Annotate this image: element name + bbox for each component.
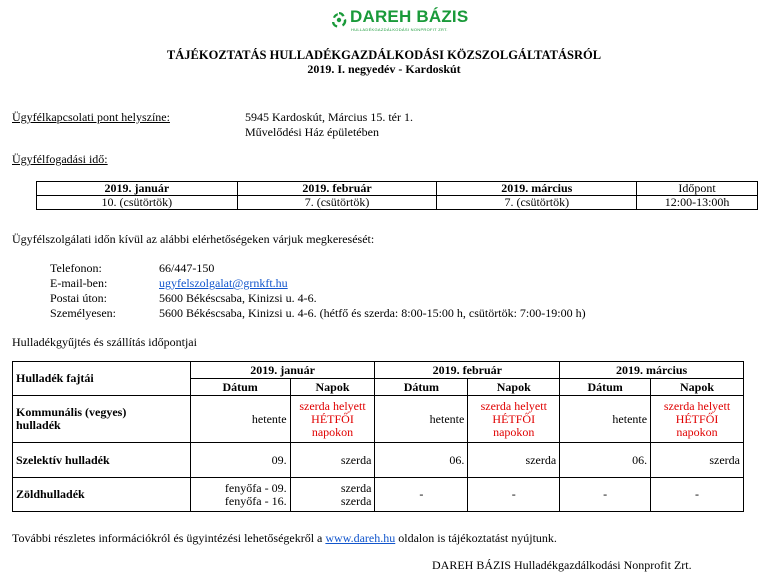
date-header: Dátum bbox=[560, 379, 651, 396]
collection-month-mar: 2019. március bbox=[560, 362, 744, 379]
days-note-line: HÉTFŐI bbox=[311, 411, 354, 426]
selective-date-jan: 09. bbox=[190, 443, 290, 478]
municipal-days-mar bbox=[651, 396, 744, 443]
collection-month-row bbox=[13, 362, 744, 379]
contact-post: 5600 Békéscsaba, Kinizsi u. 4-6. bbox=[159, 291, 317, 305]
month-header-feb: 2019. február bbox=[237, 182, 437, 196]
time-header: Időpont bbox=[637, 182, 758, 196]
green-day-mar: - bbox=[651, 478, 744, 512]
date-header: Dátum bbox=[190, 379, 290, 396]
table-row bbox=[13, 443, 744, 478]
green-day-line: szerda bbox=[340, 480, 372, 495]
month-header-jan: 2019. január bbox=[37, 182, 238, 196]
selective-day-feb: szerda bbox=[468, 443, 560, 478]
month-header-mar: 2019. március bbox=[437, 182, 637, 196]
municipal-date-feb: hetente bbox=[375, 396, 468, 443]
company-name: DAREH BÁZIS Hulladékgazdálkodási Nonprofit Zrt. bbox=[432, 558, 692, 572]
contact-phone: 66/447-150 bbox=[159, 261, 215, 275]
days-note-line: szerda helyett bbox=[663, 398, 731, 413]
more-info-text bbox=[12, 531, 557, 546]
green-day-feb: - bbox=[468, 478, 560, 512]
collection-table bbox=[12, 361, 744, 512]
waste-type-line: Kommunális (vegyes) bbox=[16, 405, 127, 419]
waste-type-line: hulladék bbox=[16, 418, 61, 432]
contact-point-address-1: 5945 Kardoskút, Március 15. tér 1. bbox=[245, 110, 413, 124]
collection-heading: Hulladékgyűjtés és szállítás időpontjai bbox=[12, 335, 197, 349]
green-days-jan bbox=[290, 478, 375, 512]
green-day-line: szerda bbox=[340, 493, 372, 508]
document-subtitle: 2019. I. negyedév - Kardoskút bbox=[307, 62, 461, 76]
contact-label-post: Postai úton: bbox=[50, 291, 108, 305]
days-note-line: szerda helyett bbox=[299, 398, 366, 413]
more-info-after: oldalon is tájékoztatást nyújtunk. bbox=[395, 531, 557, 545]
days-header: Napok bbox=[468, 379, 560, 396]
office-hours-header-row bbox=[37, 182, 758, 196]
selective-date-feb: 06. bbox=[375, 443, 468, 478]
recycle-logo-icon bbox=[329, 10, 349, 30]
days-note-line: szerda helyett bbox=[480, 398, 547, 413]
days-note-line: HÉTFŐI bbox=[492, 411, 536, 426]
logo-text: DAREH BÁZIS bbox=[350, 7, 469, 26]
contact-label-email: E-mail-ben: bbox=[50, 276, 108, 290]
document-title: TÁJÉKOZTATÁS HULLADÉKGAZDÁLKODÁSI KÖZSZOLGÁLTATÁSRÓL bbox=[166, 48, 602, 62]
selective-day-jan: szerda bbox=[290, 443, 375, 478]
days-note-line: napokon bbox=[311, 424, 354, 439]
contact-point-label: Ügyfélkapcsolati pont helyszíne: bbox=[12, 110, 170, 124]
office-hours-label: Ügyfélfogadási idő: bbox=[12, 152, 108, 166]
green-date-line: fenyőfa - 09. bbox=[224, 480, 287, 495]
waste-type-header: Hulladék fajtái bbox=[13, 362, 191, 396]
green-date-mar: - bbox=[560, 478, 651, 512]
green-dates-jan bbox=[190, 478, 290, 512]
office-day-jan: 10. (csütörtök) bbox=[37, 196, 238, 210]
more-info-before: További részletes információkról és ügyintézési lehetőségekről a bbox=[12, 531, 326, 545]
company-logo bbox=[329, 7, 479, 33]
municipal-days-feb bbox=[468, 396, 560, 443]
selective-day-mar: szerda bbox=[651, 443, 744, 478]
table-row bbox=[13, 478, 744, 512]
days-note-line: HÉTFŐI bbox=[675, 411, 719, 426]
email-link[interactable]: ugyfelszolgalat@grnkft.hu bbox=[159, 276, 288, 290]
website-link[interactable]: www.dareh.hu bbox=[325, 531, 396, 545]
waste-type-green: Zöldhulladék bbox=[13, 478, 191, 512]
office-day-mar: 7. (csütörtök) bbox=[437, 196, 637, 210]
collection-month-feb: 2019. február bbox=[375, 362, 560, 379]
logo-tagline: HULLADÉKGAZDÁLKODÁSI NONPROFIT ZRT. bbox=[351, 27, 448, 32]
table-row bbox=[13, 396, 744, 443]
green-date-line: fenyőfa - 16. bbox=[224, 493, 287, 508]
contact-label-phone: Telefonon: bbox=[50, 261, 102, 275]
days-note-line: napokon bbox=[676, 424, 718, 439]
contact-label-personal: Személyesen: bbox=[50, 306, 116, 320]
collection-month-jan: 2019. január bbox=[190, 362, 375, 379]
green-date-feb: - bbox=[375, 478, 468, 512]
waste-type-municipal bbox=[13, 396, 191, 443]
office-time: 12:00-13:00h bbox=[637, 196, 758, 210]
waste-type-selective: Szelektív hulladék bbox=[13, 443, 191, 478]
office-hours-value-row bbox=[37, 196, 758, 210]
municipal-date-jan: hetente bbox=[190, 396, 290, 443]
days-header: Napok bbox=[290, 379, 375, 396]
days-header: Napok bbox=[651, 379, 744, 396]
contact-point-address-2: Művelődési Ház épületében bbox=[245, 125, 379, 139]
contact-personal: 5600 Békéscsaba, Kinizsi u. 4-6. (hétfő és szerda: 8:00-15:00 h, csütörtök: 7:00-19:00 h) bbox=[159, 306, 586, 320]
municipal-days-jan bbox=[290, 396, 375, 443]
office-hours-table bbox=[36, 181, 758, 210]
days-note-line: napokon bbox=[493, 424, 535, 439]
date-header: Dátum bbox=[375, 379, 468, 396]
selective-date-mar: 06. bbox=[560, 443, 651, 478]
office-day-feb: 7. (csütörtök) bbox=[237, 196, 437, 210]
municipal-date-mar: hetente bbox=[560, 396, 651, 443]
outside-hours-text: Ügyfélszolgálati időn kívül az alábbi elérhetőségeken várjuk megkeresését: bbox=[12, 232, 375, 246]
